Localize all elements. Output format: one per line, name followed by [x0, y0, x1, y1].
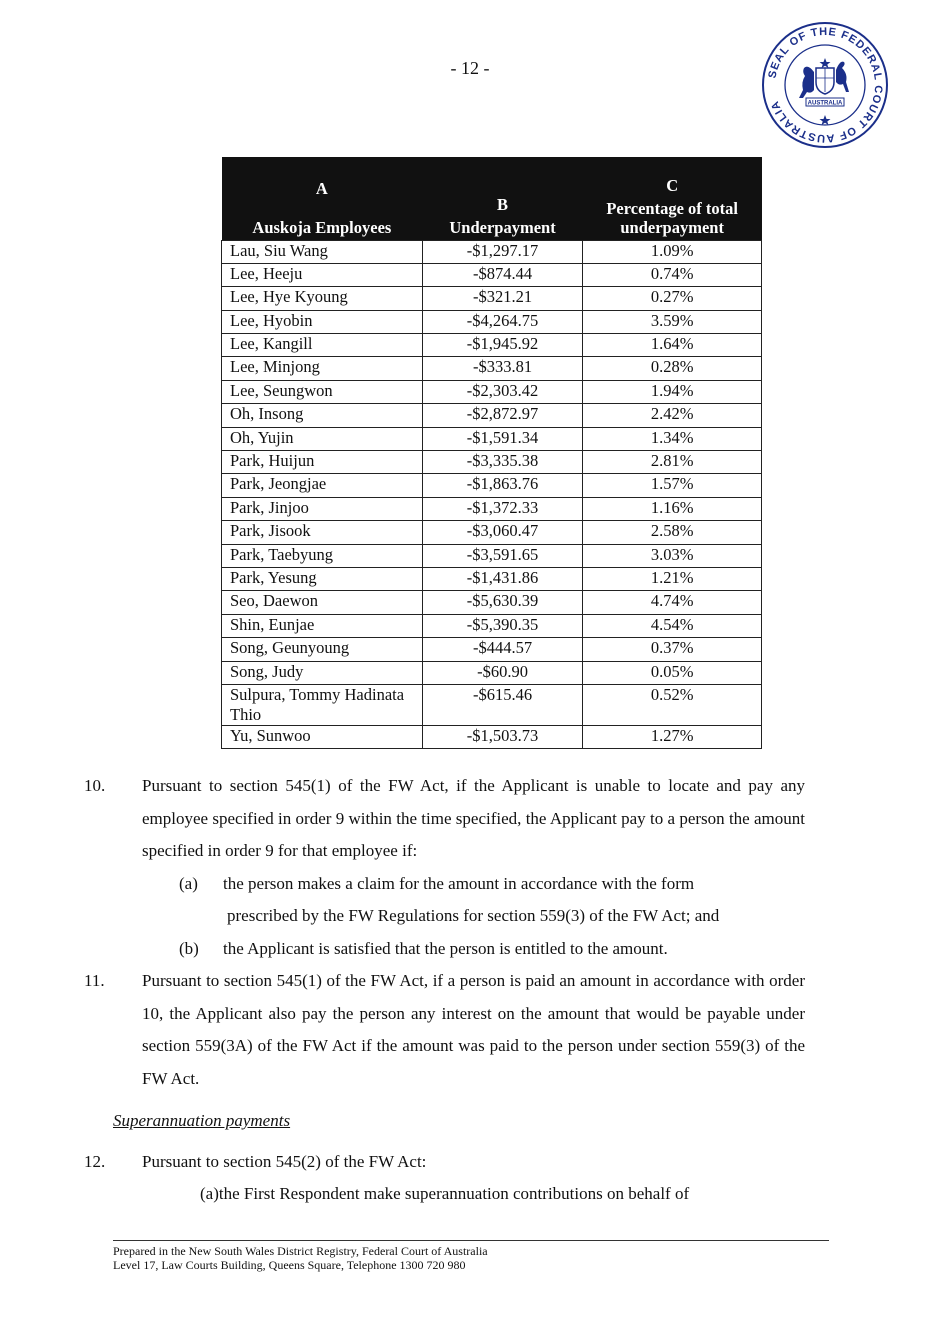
employee-name-cell: Seo, Daewon: [222, 591, 423, 614]
table-row: [222, 380, 762, 403]
underpayment-cell: -$2,872.97: [422, 404, 583, 427]
court-seal: [760, 20, 890, 150]
svg-text:SEAL OF THE FEDERAL COURT OF A: SEAL OF THE FEDERAL COURT OF AUSTRALIA: [766, 25, 885, 145]
table-body: [222, 240, 762, 749]
underpayment-cell: -$1,297.17: [422, 240, 583, 263]
underpayment-cell: -$1,945.92: [422, 334, 583, 357]
underpayment-cell: -$1,591.34: [422, 427, 583, 450]
table-row: [222, 240, 762, 263]
percentage-cell: 4.54%: [583, 614, 762, 637]
percentage-cell: 2.58%: [583, 521, 762, 544]
table-row: [222, 614, 762, 637]
item-text: the Applicant is satisfied that the person is entitled to the amount.: [223, 938, 668, 958]
underpayment-cell: -$3,060.47: [422, 521, 583, 544]
percentage-cell: 3.59%: [583, 310, 762, 333]
percentage-cell: 1.27%: [583, 725, 762, 748]
table-row: [222, 684, 762, 725]
table-row: [222, 404, 762, 427]
order-11: [84, 965, 805, 1095]
column-header-b: [422, 157, 583, 240]
orders-text: [84, 770, 805, 1211]
employee-name-cell: Lee, Kangill: [222, 334, 423, 357]
underpayment-cell: -$615.46: [422, 684, 583, 725]
employee-name-cell: Park, Yesung: [222, 567, 423, 590]
item-label: (b): [179, 938, 199, 958]
employee-name-cell: Lee, Seungwon: [222, 380, 423, 403]
employee-name-cell: Yu, Sunwoo: [222, 725, 423, 748]
percentage-cell: 1.94%: [583, 380, 762, 403]
percentage-cell: 1.21%: [583, 567, 762, 590]
svg-text:AUSTRALIA: AUSTRALIA: [807, 100, 843, 107]
employee-name-cell: Lee, Hyobin: [222, 310, 423, 333]
item-label: (a): [200, 1184, 219, 1203]
table-row: [222, 544, 762, 567]
table-row: [222, 567, 762, 590]
item-label: (a): [179, 873, 198, 893]
column-letter: A: [315, 178, 328, 198]
percentage-cell: 2.42%: [583, 404, 762, 427]
item-text-line-1: the person makes a claim for the amount in accordance with the form: [223, 873, 695, 893]
percentage-cell: 0.37%: [583, 638, 762, 661]
table-row: [222, 661, 762, 684]
underpayment-cell: -$874.44: [422, 263, 583, 286]
percentage-cell: 4.74%: [583, 591, 762, 614]
employee-name-cell: Park, Jisook: [222, 521, 423, 544]
underpayment-cell: -$444.57: [422, 638, 583, 661]
employee-name-cell: Park, Jinjoo: [222, 497, 423, 520]
footer: [113, 1244, 488, 1272]
seal-emblem-icon: [760, 20, 890, 150]
column-header-c: [583, 157, 762, 240]
percentage-cell: 0.28%: [583, 357, 762, 380]
percentage-cell: 0.05%: [583, 661, 762, 684]
column-label: Auskoja Employees: [252, 217, 392, 237]
column-label: Percentage of total underpayment: [606, 198, 738, 237]
order-text: Pursuant to section 545(2) of the FW Act:: [142, 1151, 427, 1171]
table-row: [222, 474, 762, 497]
table-row: [222, 638, 762, 661]
underpayment-cell: -$333.81: [422, 357, 583, 380]
underpayment-table: [221, 157, 762, 749]
employee-name-cell: Park, Huijun: [222, 451, 423, 474]
order-number: 11.: [84, 971, 105, 990]
underpayment-cell: -$60.90: [422, 661, 583, 684]
percentage-cell: 0.27%: [583, 287, 762, 310]
column-letter: C: [666, 175, 679, 195]
table-row: [222, 334, 762, 357]
percentage-cell: 0.52%: [583, 684, 762, 725]
percentage-cell: 2.81%: [583, 451, 762, 474]
footer-line-2: Level 17, Law Courts Building, Queens Square, Telephone 1300 720 980: [113, 1258, 466, 1272]
table-row: [222, 497, 762, 520]
item-text: the First Respondent make superannuation contributions on behalf of: [218, 1184, 690, 1203]
underpayment-cell: -$3,335.38: [422, 451, 583, 474]
employee-name-cell: Oh, Insong: [222, 404, 423, 427]
employee-name-cell: Shin, Eunjae: [222, 614, 423, 637]
underpayment-cell: -$1,372.33: [422, 497, 583, 520]
percentage-cell: 0.74%: [583, 263, 762, 286]
percentage-cell: 1.64%: [583, 334, 762, 357]
underpayment-cell: -$2,303.42: [422, 380, 583, 403]
underpayment-cell: -$1,863.76: [422, 474, 583, 497]
employee-name-cell: Lee, Hye Kyoung: [222, 287, 423, 310]
percentage-cell: 1.57%: [583, 474, 762, 497]
order-text: Pursuant to section 545(1) of the FW Act, if the Applicant is unable to locate and pay any employee specified in order 9 within the time specified, the Applicant pay to a person the amount specified in order 9 for that employee if:: [142, 776, 805, 860]
table-row: [222, 263, 762, 286]
percentage-cell: 1.34%: [583, 427, 762, 450]
column-label: Underpayment: [449, 217, 556, 237]
order-10-item-b: [113, 933, 805, 966]
table-row: [222, 725, 762, 748]
employee-name-cell: Park, Taebyung: [222, 544, 423, 567]
underpayment-cell: -$1,431.86: [422, 567, 583, 590]
table-row: [222, 591, 762, 614]
order-10: [84, 770, 805, 868]
order-text: Pursuant to section 545(1) of the FW Act, if a person is paid an amount in accordance with order 10, the Applicant also pay the person any interest on the amount that would be payable under section 559(3A) of the FW Act if the amount was paid to the person under section 559(3) of the FW Act.: [142, 971, 805, 1088]
order-10-item-a: [113, 868, 805, 933]
percentage-cell: 1.16%: [583, 497, 762, 520]
table-row: [222, 521, 762, 544]
page-number: - 12 -: [450, 58, 490, 78]
order-12: [84, 1146, 805, 1179]
item-text-line-2: prescribed by the FW Regulations for section 559(3) of the FW Act; and: [227, 906, 720, 925]
underpayment-cell: -$321.21: [422, 287, 583, 310]
order-12-item-a: [113, 1178, 805, 1211]
employee-name-cell: Park, Jeongjae: [222, 474, 423, 497]
underpayment-cell: -$5,630.39: [422, 591, 583, 614]
order-number: 10.: [84, 776, 106, 795]
employee-name-cell: Oh, Yujin: [222, 427, 423, 450]
percentage-cell: 3.03%: [583, 544, 762, 567]
footer-line-1: Prepared in the New South Wales District Registry, Federal Court of Australia: [113, 1244, 488, 1258]
underpayment-cell: -$1,503.73: [422, 725, 583, 748]
underpayment-cell: -$4,264.75: [422, 310, 583, 333]
column-header-a: [222, 157, 423, 240]
column-letter: B: [497, 194, 509, 214]
employee-name-cell: Lee, Minjong: [222, 357, 423, 380]
employee-name-cell: Song, Geunyoung: [222, 638, 423, 661]
table-row: [222, 310, 762, 333]
order-number: 12.: [84, 1151, 106, 1171]
footer-divider: [113, 1240, 829, 1241]
table-row: [222, 427, 762, 450]
section-heading: Superannuation payments: [113, 1111, 291, 1130]
employee-name-cell: Lau, Siu Wang: [222, 240, 423, 263]
underpayment-cell: -$5,390.35: [422, 614, 583, 637]
table-row: [222, 357, 762, 380]
employee-name-cell: Sulpura, Tommy Hadinata Thio: [222, 684, 423, 725]
table-header-row: [222, 157, 762, 240]
underpayment-cell: -$3,591.65: [422, 544, 583, 567]
table-row: [222, 451, 762, 474]
employee-name-cell: Song, Judy: [222, 661, 423, 684]
percentage-cell: 1.09%: [583, 240, 762, 263]
table-row: [222, 287, 762, 310]
employee-name-cell: Lee, Heeju: [222, 263, 423, 286]
